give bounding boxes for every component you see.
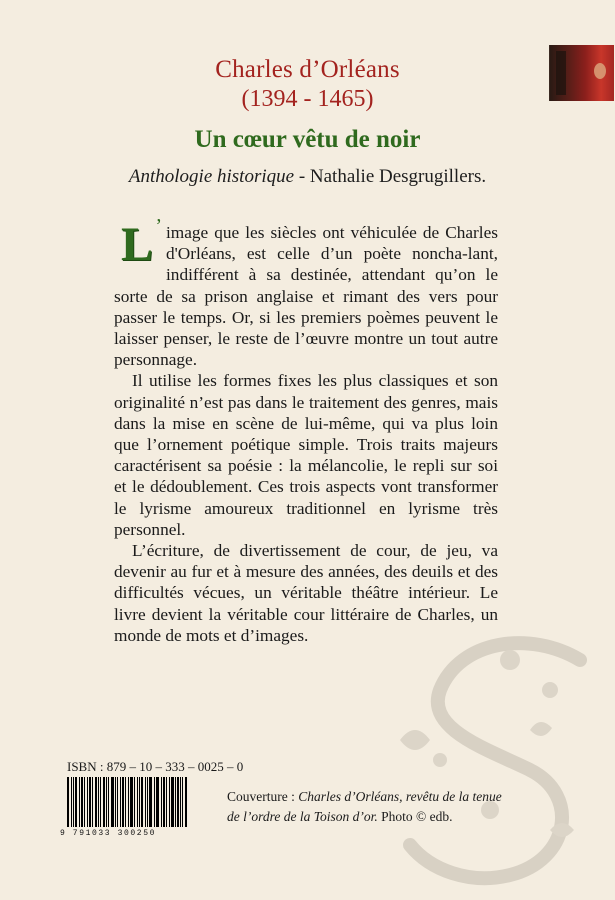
barcode-bar xyxy=(149,777,152,827)
subtitle-italic: Anthologie historique xyxy=(128,166,295,187)
barcode-bar xyxy=(169,777,170,827)
barcode-bar xyxy=(67,777,69,827)
drop-cap-ornament xyxy=(114,215,162,271)
credit-italic: Charles d’Orléans, revêtu de la tenue de l’ordre de la Toison d’or. xyxy=(227,789,502,824)
barcode-bar xyxy=(125,777,126,827)
author-dates: (1394 - 1465) xyxy=(241,86,374,112)
barcode-bar xyxy=(161,777,162,827)
barcode-bar xyxy=(103,777,105,827)
barcode-bar xyxy=(177,777,179,827)
barcode-bar xyxy=(147,777,148,827)
barcode-bar xyxy=(139,777,140,827)
barcode-bar xyxy=(100,777,101,827)
barcode-bar xyxy=(156,777,157,827)
cover-credit xyxy=(227,787,517,827)
subtitle-separator: - xyxy=(294,166,310,187)
credit-suffix: Photo © edb. xyxy=(377,809,453,824)
barcode-bar xyxy=(95,777,98,827)
paragraph-3: L’écriture, de divertissement de cour, de jeu, va devenir au fur et à mesure des années, des deuils et des difficultés vécues, un véritable théâtre intérieur. Le livre devient la véritable cour littéraire de Charles, un monde de mots et d’images. xyxy=(114,541,498,645)
barcode-bar xyxy=(87,777,88,827)
header xyxy=(0,55,615,189)
barcode-bar xyxy=(182,777,183,827)
barcode-bar xyxy=(180,777,181,827)
barcode-bar xyxy=(134,777,135,827)
barcode-bar xyxy=(185,777,187,827)
barcode-bar xyxy=(84,777,85,827)
book-title: Un cœur vêtu de noir xyxy=(194,126,421,153)
barcode-bar xyxy=(81,777,83,827)
body-text xyxy=(114,215,498,646)
paragraph-1 xyxy=(114,215,498,370)
subtitle-author: Nathalie Desgrugillers. xyxy=(309,166,487,187)
paragraph-2: Il utilise les formes fixes les plus classiques et son originalité n’est pas dans le traitement des genres, mais dans la mise en scène de lui-même, qui va plus loin que l’ornement poétique simple. Trois traits majeurs caractérisent sa poésie : la mélancolie, le repli sur soi et le dédoublement. Ces trois aspects vont transformer le lyrisme amoureux traditionnel en lyrisme très personnel. xyxy=(114,371,498,539)
barcode-bar xyxy=(154,777,155,827)
book-subtitle xyxy=(0,165,615,189)
barcode-bar xyxy=(92,777,93,827)
drop-cap-letter: L xyxy=(120,218,153,271)
barcode-bar xyxy=(89,777,91,827)
credit-prefix: Couverture : xyxy=(227,789,299,804)
barcode-bar xyxy=(175,777,176,827)
barcode-bar xyxy=(166,777,167,827)
barcode-bar xyxy=(79,777,80,827)
decorative-letter-s-ornament-icon xyxy=(377,620,615,900)
barcode-bar xyxy=(111,777,114,827)
barcode-bar xyxy=(141,777,143,827)
barcode-bar xyxy=(120,777,121,827)
barcode xyxy=(67,777,187,827)
barcode-bar xyxy=(98,777,99,827)
drop-cap-apostrophe: ’ xyxy=(155,215,162,237)
barcode-bar xyxy=(115,777,117,827)
barcode-bar xyxy=(163,777,165,827)
isbn-label: ISBN : 879 – 10 – 333 – 0025 – 0 xyxy=(67,759,244,774)
barcode-bar xyxy=(71,777,72,827)
barcode-bar xyxy=(157,777,159,827)
author-name: Charles d’Orléans xyxy=(215,56,400,83)
barcode-bar xyxy=(73,777,74,827)
barcode-bar xyxy=(128,777,129,827)
paragraph-1-text: image que les siècles ont véhiculée de Charles d'Orléans, est celle d’un poète noncha-lant, indifférent à sa destinée, attendant qu’on le sorte de sa prison anglaise et rimant des vers pour passer le temps. Or, si les premiers poèmes peuvent le laisser penser, le reste de l’œuvre montre un tout autre personnage. xyxy=(114,223,498,370)
barcode-bar xyxy=(130,777,133,827)
barcode-bar xyxy=(75,777,78,827)
barcode-bar xyxy=(117,777,118,827)
barcode-bar xyxy=(122,777,124,827)
barcode-bar xyxy=(137,777,139,827)
barcode-bar xyxy=(108,777,109,827)
barcode-bar xyxy=(145,777,146,827)
barcode-bar xyxy=(106,777,107,827)
barcode-bar xyxy=(171,777,174,827)
barcode-digits: 9 791033 300250 xyxy=(60,829,157,838)
